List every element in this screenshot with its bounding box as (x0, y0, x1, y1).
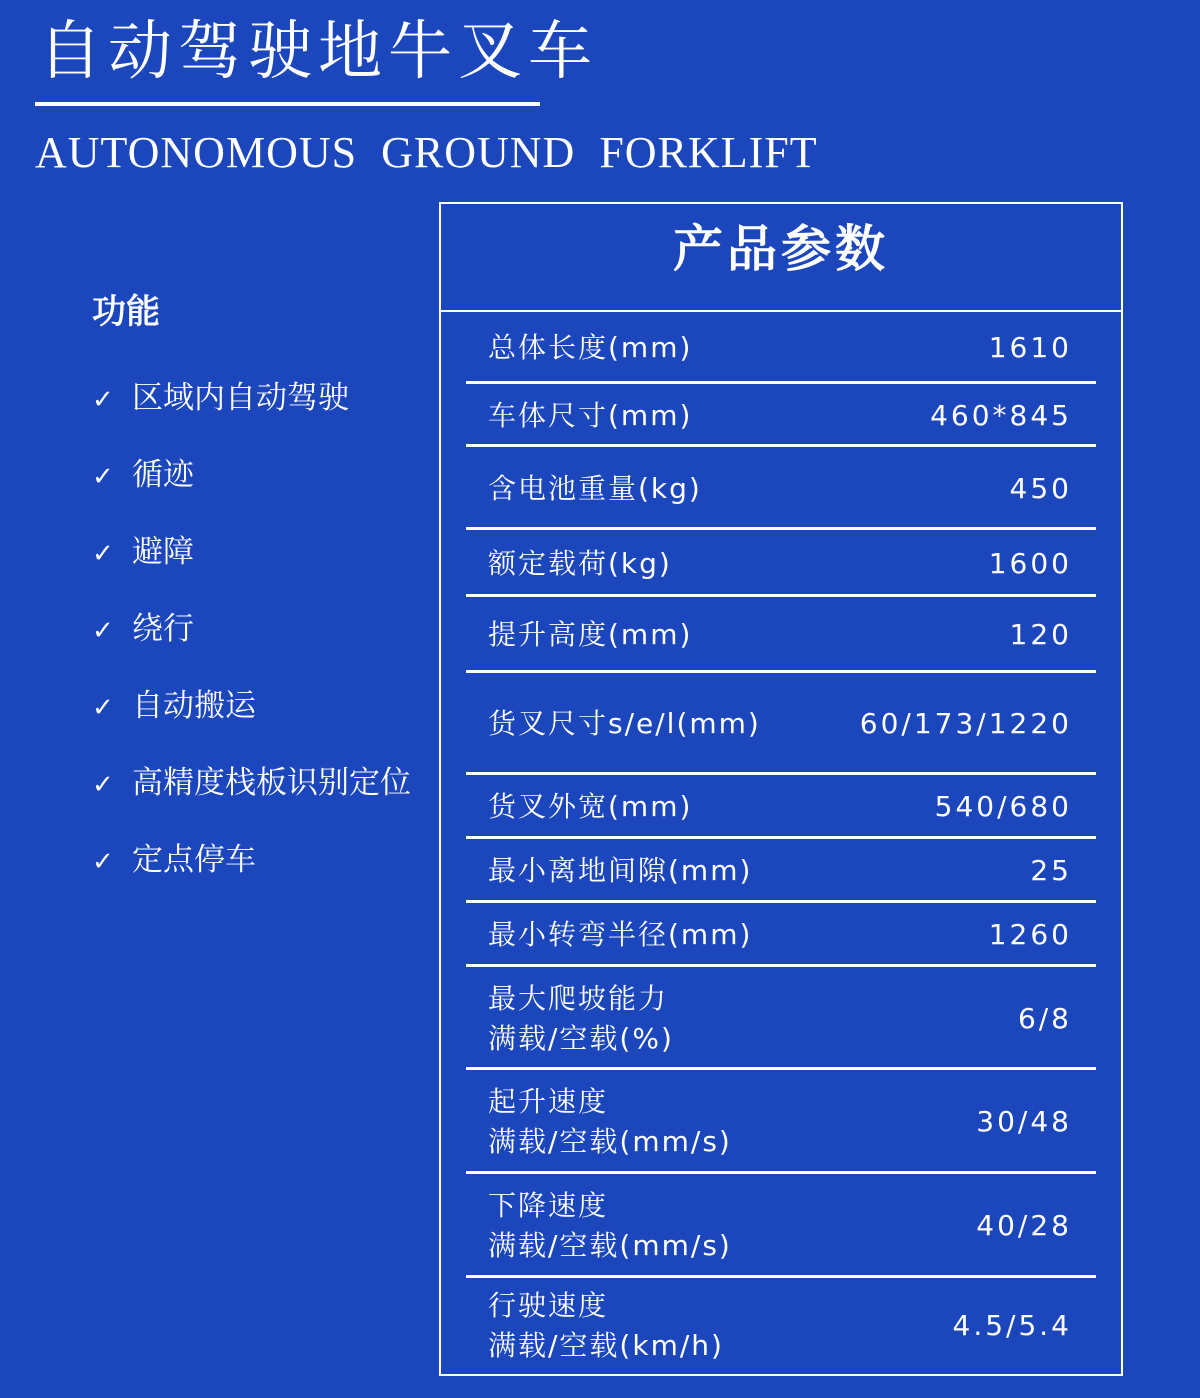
param-name (488, 851, 752, 891)
check-icon: ✓ (92, 847, 114, 877)
param-name (488, 915, 752, 955)
param-name-line: 满载/空载(km/h) (488, 1329, 724, 1362)
param-row (466, 967, 1096, 1070)
param-row (466, 384, 1096, 447)
param-name-line: 含电池重量(kg) (488, 472, 702, 505)
param-name-line: 总体长度(mm) (488, 331, 693, 364)
param-value: 30/48 (976, 1105, 1072, 1138)
param-row (466, 597, 1096, 673)
param-value: 1260 (988, 918, 1072, 951)
param-name-line: 满载/空载(%) (488, 1022, 674, 1055)
param-value: 1610 (988, 331, 1072, 364)
page-title-en: AUTONOMOUS GROUND FORKLIFT (35, 128, 818, 177)
feature-label: 高精度栈板识别定位 (132, 765, 411, 801)
feature-item (92, 763, 411, 805)
check-icon: ✓ (92, 462, 114, 492)
param-row (466, 447, 1096, 530)
check-icon: ✓ (92, 385, 114, 415)
param-value: 540/680 (934, 790, 1072, 823)
feature-item (92, 532, 194, 574)
param-row (466, 1070, 1096, 1174)
check-icon: ✓ (92, 616, 114, 646)
param-name-line: 满载/空载(mm/s) (488, 1125, 732, 1158)
param-row (466, 312, 1096, 384)
features-heading: 功能 (92, 292, 160, 332)
param-name (488, 1286, 724, 1366)
param-name (488, 979, 674, 1059)
param-name-line: 提升高度(mm) (488, 618, 693, 651)
param-name-line: 行驶速度 (488, 1289, 609, 1322)
feature-item (92, 840, 256, 882)
param-value: 40/28 (976, 1209, 1072, 1242)
param-name-line: 最大爬坡能力 (488, 982, 669, 1015)
check-icon: ✓ (92, 539, 114, 569)
param-name (488, 396, 692, 436)
param-row (466, 673, 1096, 775)
param-row (466, 775, 1096, 839)
param-name-line: 下降速度 (488, 1189, 609, 1222)
param-value: 6/8 (1017, 1002, 1072, 1035)
param-name (488, 328, 692, 368)
title-underline (35, 102, 540, 106)
feature-item (92, 455, 194, 497)
feature-item (92, 378, 349, 420)
param-name-line: 额定载荷(kg) (488, 547, 672, 580)
feature-label: 避障 (132, 534, 194, 570)
param-row (466, 903, 1096, 967)
param-name (488, 615, 692, 655)
param-name (488, 469, 702, 509)
feature-label: 自动搬运 (132, 688, 256, 724)
param-row (466, 839, 1096, 903)
page-title-cn: 自动驾驶地牛叉车 (38, 15, 598, 89)
param-name-line: 满载/空载(mm/s) (488, 1229, 732, 1262)
check-icon: ✓ (92, 693, 114, 723)
params-panel (439, 202, 1123, 1376)
param-name-line: 起升速度 (488, 1085, 609, 1118)
param-name-line: 最小转弯半径(mm) (488, 918, 753, 951)
feature-label: 定点停车 (132, 842, 256, 878)
param-name-line: 货叉外宽(mm) (488, 790, 693, 823)
feature-label: 绕行 (132, 611, 194, 647)
feature-item (92, 609, 194, 651)
param-row (466, 1278, 1096, 1374)
param-name-line: 最小离地间隙(mm) (488, 854, 753, 887)
feature-label: 区域内自动驾驶 (132, 380, 349, 416)
param-name (488, 1186, 732, 1266)
param-name (488, 787, 692, 827)
param-row (466, 530, 1096, 597)
params-title: 产品参数 (673, 220, 889, 278)
param-value: 60/173/1220 (859, 707, 1072, 740)
param-name (488, 544, 672, 584)
check-icon: ✓ (92, 770, 114, 800)
param-name (488, 704, 761, 744)
param-value: 25 (1030, 854, 1072, 887)
param-value: 1600 (988, 547, 1072, 580)
param-name-line: 货叉尺寸s/e/l(mm) (488, 707, 761, 740)
param-name-line: 车体尺寸(mm) (488, 399, 693, 432)
param-value: 460*845 (930, 399, 1072, 432)
param-value: 4.5/5.4 (952, 1309, 1072, 1342)
feature-label: 循迹 (132, 457, 194, 493)
feature-item (92, 686, 256, 728)
param-row (466, 1174, 1096, 1278)
param-value: 120 (1009, 618, 1072, 651)
param-name (488, 1082, 732, 1162)
param-value: 450 (1009, 472, 1072, 505)
